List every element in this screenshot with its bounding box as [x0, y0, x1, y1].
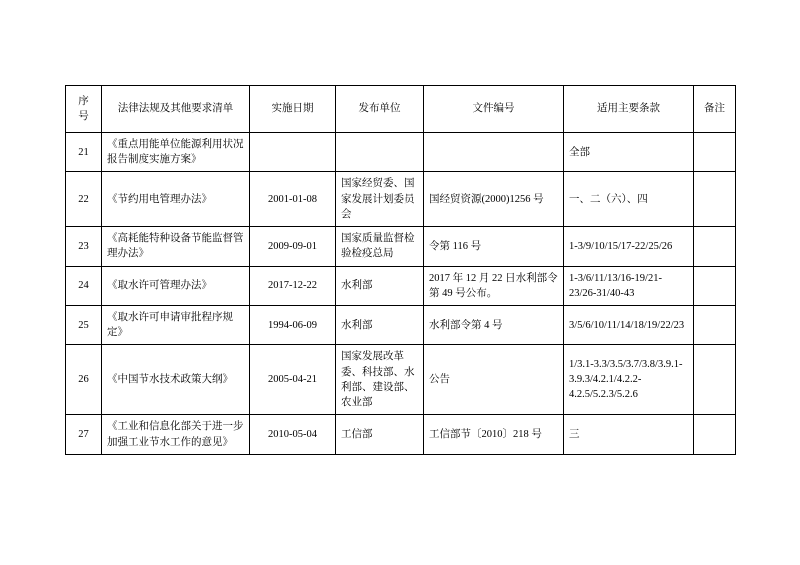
table-body: [66, 133, 736, 455]
column-header-organization: 发布单位: [336, 86, 424, 133]
cell-applicable-terms: 全部: [564, 133, 694, 172]
cell-document-number: 公告: [424, 345, 564, 415]
table-row: [66, 266, 736, 305]
table-row: [66, 227, 736, 266]
column-header-note: 备注: [694, 86, 736, 133]
cell-document-number: 工信部节〔2010〕218 号: [424, 415, 564, 454]
cell-document-number: 水利部令第 4 号: [424, 305, 564, 344]
cell-note: [694, 415, 736, 454]
cell-name: 《取水许可管理办法》: [102, 266, 250, 305]
cell-name: 《重点用能单位能源利用状况报告制度实施方案》: [102, 133, 250, 172]
cell-organization: 国家质量监督检验检疫总局: [336, 227, 424, 266]
regulations-table: [65, 85, 736, 455]
cell-organization: 国家经贸委、国家发展计划委员会: [336, 172, 424, 227]
cell-organization: 国家发展改革委、科技部、水利部、建设部、农业部: [336, 345, 424, 415]
cell-sequence: 23: [66, 227, 102, 266]
cell-name: 《高耗能特种设备节能监督管理办法》: [102, 227, 250, 266]
cell-sequence: 22: [66, 172, 102, 227]
column-header-applicable-terms: 适用主要条款: [564, 86, 694, 133]
cell-sequence: 21: [66, 133, 102, 172]
cell-name: 《节约用电管理办法》: [102, 172, 250, 227]
cell-applicable-terms: 1/3.1-3.3/3.5/3.7/3.8/3.9.1-3.9.3/4.2.1/4.2.2-4.2.5/5.2.3/5.2.6: [564, 345, 694, 415]
cell-document-number: [424, 133, 564, 172]
cell-date: 2009-09-01: [250, 227, 336, 266]
table-row: [66, 133, 736, 172]
table-row: [66, 345, 736, 415]
regulations-table-container: [65, 85, 735, 455]
cell-sequence: 24: [66, 266, 102, 305]
cell-date: 1994-06-09: [250, 305, 336, 344]
cell-organization: [336, 133, 424, 172]
cell-date: 2001-01-08: [250, 172, 336, 227]
column-header-sequence-line2: 号: [78, 111, 89, 122]
column-header-sequence-line1: 序: [78, 95, 89, 107]
cell-date: 2017-12-22: [250, 266, 336, 305]
cell-date: 2005-04-21: [250, 345, 336, 415]
cell-note: [694, 345, 736, 415]
table-header-row: [66, 86, 736, 133]
cell-document-number: 令第 116 号: [424, 227, 564, 266]
cell-note: [694, 133, 736, 172]
cell-organization: 水利部: [336, 305, 424, 344]
table-row: [66, 172, 736, 227]
cell-note: [694, 172, 736, 227]
cell-name: 《中国节水技术政策大纲》: [102, 345, 250, 415]
column-header-document-number: 文件编号: [424, 86, 564, 133]
cell-sequence: 27: [66, 415, 102, 454]
cell-note: [694, 305, 736, 344]
cell-note: [694, 266, 736, 305]
cell-sequence: 25: [66, 305, 102, 344]
cell-organization: 水利部: [336, 266, 424, 305]
column-header-date: 实施日期: [250, 86, 336, 133]
cell-date: [250, 133, 336, 172]
table-header: [66, 86, 736, 133]
cell-applicable-terms: 1-3/9/10/15/17-22/25/26: [564, 227, 694, 266]
column-header-name: 法律法规及其他要求清单: [102, 86, 250, 133]
cell-applicable-terms: 3/5/6/10/11/14/18/19/22/23: [564, 305, 694, 344]
cell-applicable-terms: 三: [564, 415, 694, 454]
cell-document-number: 2017 年 12 月 22 日水利部令第 49 号公布。: [424, 266, 564, 305]
cell-name: 《工业和信息化部关于进一步加强工业节水工作的意见》: [102, 415, 250, 454]
cell-applicable-terms: 1-3/6/11/13/16-19/21-23/26-31/40-43: [564, 266, 694, 305]
cell-organization: 工信部: [336, 415, 424, 454]
cell-document-number: 国经贸资源(2000)1256 号: [424, 172, 564, 227]
table-row: [66, 305, 736, 344]
column-header-sequence: [66, 86, 102, 133]
cell-applicable-terms: 一、二（六）、四: [564, 172, 694, 227]
table-row: [66, 415, 736, 454]
cell-sequence: 26: [66, 345, 102, 415]
cell-name: 《取水许可申请审批程序规定》: [102, 305, 250, 344]
cell-date: 2010-05-04: [250, 415, 336, 454]
cell-note: [694, 227, 736, 266]
